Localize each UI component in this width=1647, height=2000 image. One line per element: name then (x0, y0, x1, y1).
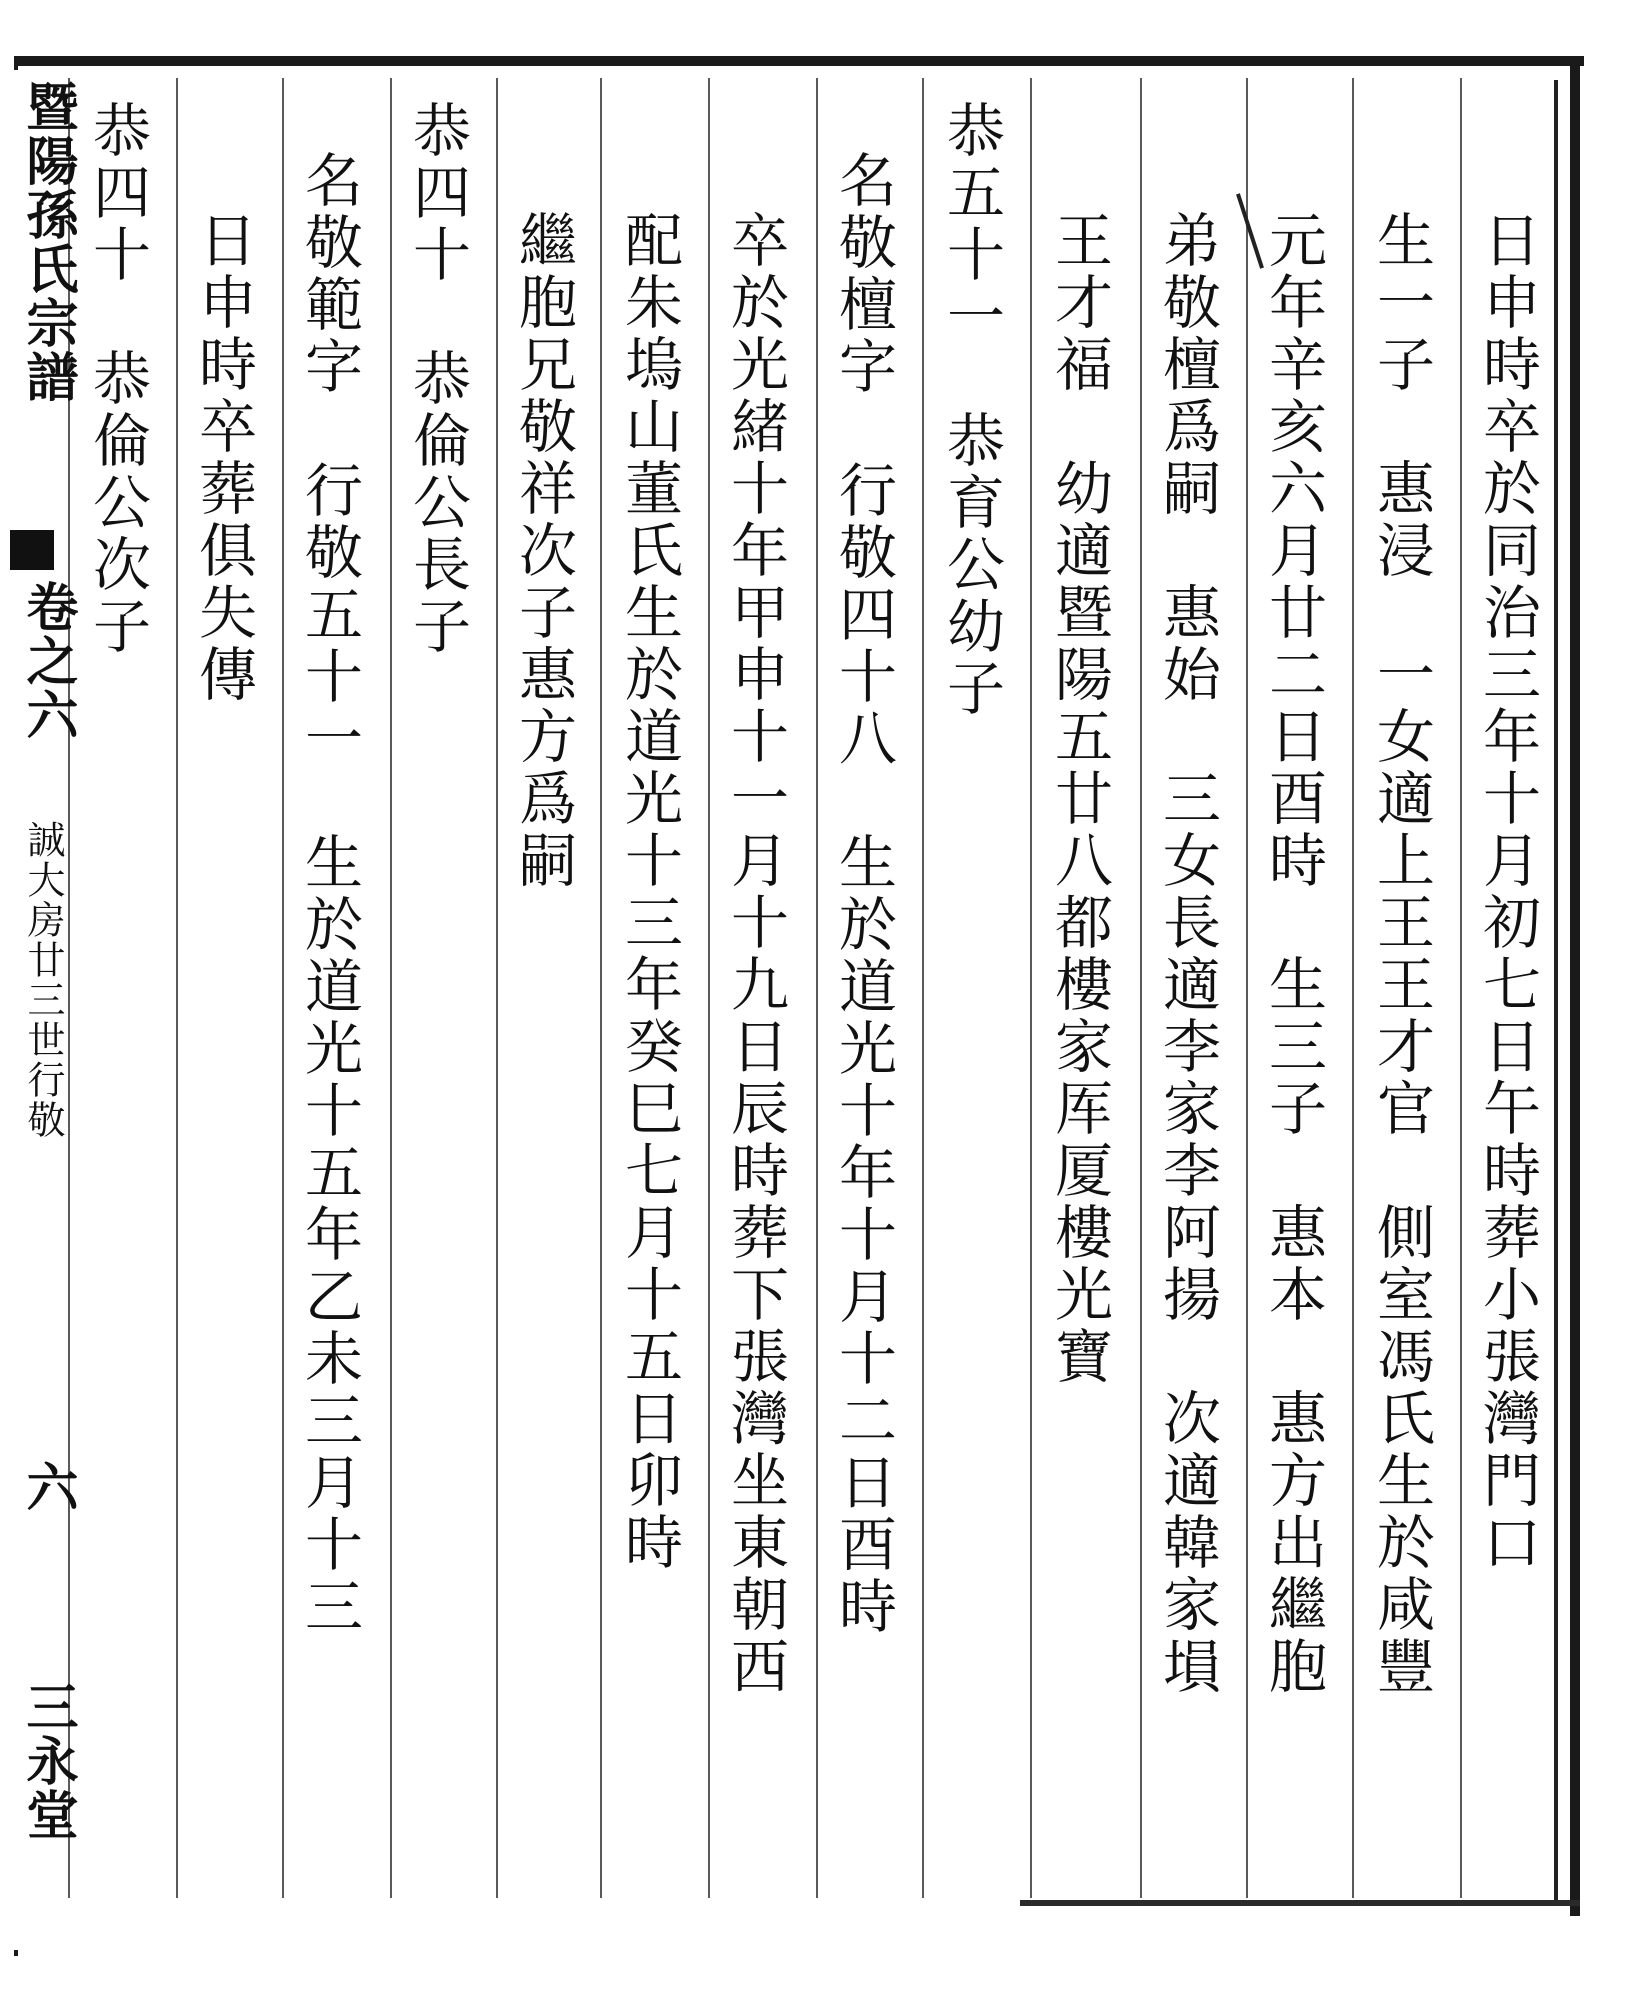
entry-heading: 恭五十一 恭育公幼子 (937, 100, 1005, 720)
text-column-10: 繼胞兄敬祥次子惠方爲嗣 (509, 210, 577, 892)
page-number: 六 (17, 1460, 78, 1514)
volume-label: 卷之六 (17, 580, 78, 742)
frame-bottom-border (1020, 1900, 1580, 1906)
text-column-2: 生一子 惠浸 一女適上王王才官 側室馮氏生於咸豐 (1367, 210, 1435, 1698)
column-divider (1352, 78, 1354, 1898)
text-column-5: 王才福 幼適暨陽五廿八都樓家厍厦樓光寶 (1045, 210, 1113, 1388)
frame-right-inner-border (1554, 80, 1558, 1900)
frame-top-border (14, 56, 1584, 66)
text-column-1: 日申時卒於同治三年十月初七日午時葬小張灣門口 (1473, 210, 1541, 1574)
text-column-4: 弟敬檀爲嗣 惠始 三女長適李家李阿揚 次適韓家塤 (1153, 210, 1221, 1698)
text-column-9: 配朱塢山董氏生於道光十三年癸巳七月十五日卯時 (615, 210, 683, 1574)
column-divider (1460, 78, 1462, 1898)
text-column-7: 名敬檀字 行敬四十八 生於道光十年十月十二日酉時 (829, 150, 897, 1638)
column-divider (816, 78, 818, 1898)
frame-right-border (1570, 56, 1580, 1916)
column-divider (600, 78, 602, 1898)
genealogy-title: 暨陽孫氏宗譜 (17, 80, 78, 404)
column-divider (282, 78, 284, 1898)
column-divider (390, 78, 392, 1898)
text-column-3: 元年辛亥六月廿二日酉時 生三子 惠本 惠方出繼胞 (1259, 210, 1327, 1698)
text-column-13: 日申時卒葬俱失傳 (189, 210, 257, 706)
text-column-8: 卒於光緒十年甲申十一月十九日辰時葬下張灣坐東朝西 (721, 210, 789, 1698)
text-column-12: 名敬範字 行敬五十一 生於道光十五年乙未三月十三 (295, 150, 363, 1638)
section-label: 誠大房廿三世行敬 (21, 820, 65, 1140)
column-divider (1140, 78, 1142, 1898)
column-divider (496, 78, 498, 1898)
column-divider (1030, 78, 1032, 1898)
hall-name: 三永堂 (17, 1680, 78, 1842)
entry-heading: 恭四十 恭倫公次子 (83, 100, 151, 658)
column-divider (1246, 78, 1248, 1898)
column-divider (922, 78, 924, 1898)
spine-divider-block (10, 530, 54, 570)
entry-heading: 恭四十 恭倫公長子 (403, 100, 471, 658)
column-divider (708, 78, 710, 1898)
column-divider (176, 78, 178, 1898)
